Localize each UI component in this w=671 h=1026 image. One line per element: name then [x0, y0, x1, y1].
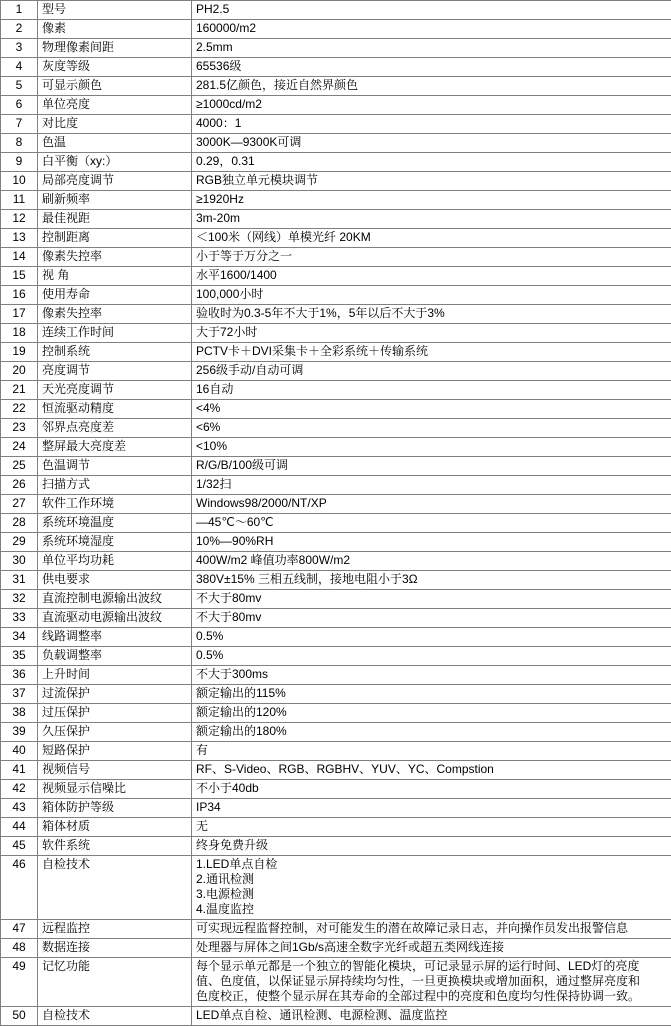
table-row	[1, 248, 671, 267]
row-index: 7	[1, 115, 38, 134]
spec-value: 不小于40db	[192, 780, 671, 799]
table-row	[1, 723, 671, 742]
spec-name: 过压保护	[38, 704, 192, 723]
spec-value: 大于72小时	[192, 324, 671, 343]
table-row	[1, 305, 671, 324]
spec-name: 数据连接	[38, 939, 192, 958]
spec-name: 恒流驱动精度	[38, 400, 192, 419]
spec-value: 1.LED单点自检 2.通讯检测 3.电源检测 4.温度监控	[192, 856, 671, 920]
spec-name: 视频信号	[38, 761, 192, 780]
spec-name: 扫描方式	[38, 476, 192, 495]
table-row	[1, 419, 671, 438]
row-index: 33	[1, 609, 38, 628]
table-row	[1, 58, 671, 77]
spec-value: 65536级	[192, 58, 671, 77]
spec-name: 单位平均功耗	[38, 552, 192, 571]
spec-value: ＜100米（网线）单模光纤 20KM	[192, 229, 671, 248]
table-row	[1, 153, 671, 172]
row-index: 4	[1, 58, 38, 77]
spec-value: RGB独立单元模块调节	[192, 172, 671, 191]
spec-value: 281.5亿颜色，接近自然界颜色	[192, 77, 671, 96]
row-index: 29	[1, 533, 38, 552]
table-row	[1, 920, 671, 939]
table-row	[1, 438, 671, 457]
spec-name: 自检技术	[38, 856, 192, 920]
spec-value: PH2.5	[192, 1, 671, 20]
table-row	[1, 172, 671, 191]
row-index: 41	[1, 761, 38, 780]
spec-value: 16自动	[192, 381, 671, 400]
table-row	[1, 229, 671, 248]
spec-name: 短路保护	[38, 742, 192, 761]
row-index: 28	[1, 514, 38, 533]
row-index: 24	[1, 438, 38, 457]
table-row	[1, 191, 671, 210]
table-body	[1, 1, 671, 1026]
row-index: 14	[1, 248, 38, 267]
table-row	[1, 39, 671, 58]
spec-value: RF、S-Video、RGB、RGBHV、YUV、YC、Compstion	[192, 761, 671, 780]
spec-name: 自检技术	[38, 1007, 192, 1026]
spec-name: 连续工作时间	[38, 324, 192, 343]
table-row	[1, 343, 671, 362]
spec-name: 白平衡（xy:）	[38, 153, 192, 172]
table-row	[1, 742, 671, 761]
spec-name: 直流驱动电源输出波纹	[38, 609, 192, 628]
spec-value: 400W/m2 峰值功率800W/m2	[192, 552, 671, 571]
spec-value: 0.5%	[192, 647, 671, 666]
spec-value: 水平1600/1400	[192, 267, 671, 286]
table-row	[1, 96, 671, 115]
row-index: 47	[1, 920, 38, 939]
spec-value: 2.5mm	[192, 39, 671, 58]
spec-name: 像素失控率	[38, 248, 192, 267]
spec-value: ≥1920Hz	[192, 191, 671, 210]
spec-value: R/G/B/100级可调	[192, 457, 671, 476]
row-index: 21	[1, 381, 38, 400]
row-index: 17	[1, 305, 38, 324]
spec-value: —45℃～60℃	[192, 514, 671, 533]
spec-value: <10%	[192, 438, 671, 457]
row-index: 8	[1, 134, 38, 153]
spec-name: 系统环境湿度	[38, 533, 192, 552]
spec-name: 系统环境温度	[38, 514, 192, 533]
row-index: 9	[1, 153, 38, 172]
spec-name: 上升时间	[38, 666, 192, 685]
table-row	[1, 533, 671, 552]
spec-name: 刷新频率	[38, 191, 192, 210]
spec-value: 0.5%	[192, 628, 671, 647]
row-index: 50	[1, 1007, 38, 1026]
spec-value: 3000K—9300K可调	[192, 134, 671, 153]
row-index: 39	[1, 723, 38, 742]
spec-value: 终身免费升级	[192, 837, 671, 856]
row-index: 32	[1, 590, 38, 609]
spec-value: 小于等于万分之一	[192, 248, 671, 267]
table-row	[1, 1007, 671, 1026]
row-index: 45	[1, 837, 38, 856]
spec-name: 记忆功能	[38, 958, 192, 1007]
row-index: 35	[1, 647, 38, 666]
table-row	[1, 476, 671, 495]
row-index: 1	[1, 1, 38, 20]
table-row	[1, 571, 671, 590]
row-index: 36	[1, 666, 38, 685]
spec-value: 100,000小时	[192, 286, 671, 305]
table-row	[1, 1, 671, 20]
spec-value: 不大于80mv	[192, 609, 671, 628]
spec-name: 天光亮度调节	[38, 381, 192, 400]
spec-name: 亮度调节	[38, 362, 192, 381]
spec-value: 无	[192, 818, 671, 837]
spec-value: 处理器与屏体之间1Gb/s高速全数字光纤或超五类网线连接	[192, 939, 671, 958]
table-row	[1, 210, 671, 229]
table-row	[1, 647, 671, 666]
row-index: 48	[1, 939, 38, 958]
table-row	[1, 837, 671, 856]
table-row	[1, 457, 671, 476]
spec-name: 色温	[38, 134, 192, 153]
row-index: 16	[1, 286, 38, 305]
row-index: 23	[1, 419, 38, 438]
row-index: 13	[1, 229, 38, 248]
spec-value: 每个显示单元都是一个独立的智能化模块，可记录显示屏的运行时间、LED灯的亮度 值、色度值，以保证显示屏持续均匀性，一旦更换模块或增加面积，通过整屏亮度和 色度校正，使整个显示屏在其寿命的全部过程中的亮度和色度均匀性保持协调一致。	[192, 958, 671, 1007]
row-index: 19	[1, 343, 38, 362]
spec-value: IP34	[192, 799, 671, 818]
spec-value: 有	[192, 742, 671, 761]
spec-name: 箱体防护等级	[38, 799, 192, 818]
row-index: 31	[1, 571, 38, 590]
spec-value: 验收时为0.3-5年不大于1%，5年以后不大于3%	[192, 305, 671, 324]
spec-name: 过流保护	[38, 685, 192, 704]
spec-value: <4%	[192, 400, 671, 419]
spec-value: LED单点自检、通讯检测、电源检测、温度监控	[192, 1007, 671, 1026]
table-row	[1, 666, 671, 685]
row-index: 40	[1, 742, 38, 761]
row-index: 42	[1, 780, 38, 799]
spec-value: 可实现远程监督控制，对可能发生的潜在故障记录日志，并向操作员发出报警信息	[192, 920, 671, 939]
spec-value: <6%	[192, 419, 671, 438]
spec-name: 供电要求	[38, 571, 192, 590]
table-row	[1, 856, 671, 920]
spec-name: 软件工作环境	[38, 495, 192, 514]
table-row	[1, 704, 671, 723]
spec-name: 灰度等级	[38, 58, 192, 77]
spec-value: PCTV卡＋DVI采集卡＋全彩系统＋传输系统	[192, 343, 671, 362]
spec-name: 控制距离	[38, 229, 192, 248]
spec-value: ≥1000cd/m2	[192, 96, 671, 115]
spec-name: 箱体材质	[38, 818, 192, 837]
spec-name: 控制系统	[38, 343, 192, 362]
table-row	[1, 400, 671, 419]
row-index: 27	[1, 495, 38, 514]
spec-value: 额定输出的120%	[192, 704, 671, 723]
table-row	[1, 761, 671, 780]
row-index: 18	[1, 324, 38, 343]
spec-value: 0.29，0.31	[192, 153, 671, 172]
table-row	[1, 115, 671, 134]
spec-name: 可显示颜色	[38, 77, 192, 96]
row-index: 43	[1, 799, 38, 818]
spec-name: 软件系统	[38, 837, 192, 856]
spec-value: 不大于300ms	[192, 666, 671, 685]
spec-name: 负载调整率	[38, 647, 192, 666]
row-index: 5	[1, 77, 38, 96]
row-index: 37	[1, 685, 38, 704]
spec-name: 单位亮度	[38, 96, 192, 115]
row-index: 44	[1, 818, 38, 837]
row-index: 46	[1, 856, 38, 920]
spec-name: 对比度	[38, 115, 192, 134]
row-index: 20	[1, 362, 38, 381]
row-index: 10	[1, 172, 38, 191]
table-row	[1, 20, 671, 39]
table-row	[1, 628, 671, 647]
spec-value: 不大于80mv	[192, 590, 671, 609]
table-row	[1, 958, 671, 1007]
table-row	[1, 514, 671, 533]
table-row	[1, 134, 671, 153]
spec-name: 久压保护	[38, 723, 192, 742]
table-row	[1, 780, 671, 799]
spec-name: 物理像素间距	[38, 39, 192, 58]
spec-name: 视 角	[38, 267, 192, 286]
table-row	[1, 818, 671, 837]
row-index: 22	[1, 400, 38, 419]
table-row	[1, 939, 671, 958]
spec-value: 160000/m2	[192, 20, 671, 39]
row-index: 3	[1, 39, 38, 58]
table-row	[1, 799, 671, 818]
row-index: 38	[1, 704, 38, 723]
table-row	[1, 286, 671, 305]
spec-name: 线路调整率	[38, 628, 192, 647]
spec-name: 远程监控	[38, 920, 192, 939]
table-row	[1, 267, 671, 286]
table-row	[1, 590, 671, 609]
spec-name: 型号	[38, 1, 192, 20]
spec-name: 局部亮度调节	[38, 172, 192, 191]
table-row	[1, 609, 671, 628]
row-index: 12	[1, 210, 38, 229]
table-row	[1, 685, 671, 704]
row-index: 15	[1, 267, 38, 286]
row-index: 25	[1, 457, 38, 476]
spec-name: 最佳视距	[38, 210, 192, 229]
spec-name: 视频显示信噪比	[38, 780, 192, 799]
spec-name: 整屏最大亮度差	[38, 438, 192, 457]
table-row	[1, 324, 671, 343]
spec-value: 256级手动/自动可调	[192, 362, 671, 381]
spec-value: 额定输出的115%	[192, 685, 671, 704]
table-row	[1, 495, 671, 514]
row-index: 34	[1, 628, 38, 647]
row-index: 49	[1, 958, 38, 1007]
spec-name: 使用寿命	[38, 286, 192, 305]
spec-name: 像素	[38, 20, 192, 39]
row-index: 2	[1, 20, 38, 39]
row-index: 26	[1, 476, 38, 495]
spec-name: 色温调节	[38, 457, 192, 476]
table-row	[1, 381, 671, 400]
spec-value: 380V±15% 三相五线制，接地电阻小于3Ω	[192, 571, 671, 590]
spec-value: 1/32扫	[192, 476, 671, 495]
spec-name: 直流控制电源输出波纹	[38, 590, 192, 609]
row-index: 6	[1, 96, 38, 115]
table-row	[1, 362, 671, 381]
spec-value: 额定输出的180%	[192, 723, 671, 742]
spec-name: 像素失控率	[38, 305, 192, 324]
spec-name: 邻界点亮度差	[38, 419, 192, 438]
spec-value: 4000：1	[192, 115, 671, 134]
spec-value: Windows98/2000/NT/XP	[192, 495, 671, 514]
table-row	[1, 552, 671, 571]
row-index: 30	[1, 552, 38, 571]
table-row	[1, 77, 671, 96]
spec-value: 3m-20m	[192, 210, 671, 229]
row-index: 11	[1, 191, 38, 210]
spec-value: 10%—90%RH	[192, 533, 671, 552]
